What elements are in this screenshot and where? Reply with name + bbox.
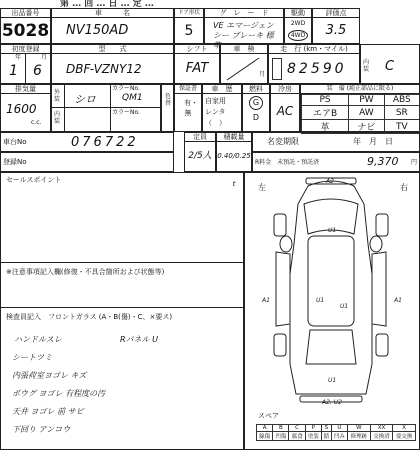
load-cell bbox=[216, 132, 252, 188]
drive-label: 駆動 bbox=[285, 9, 311, 18]
reg-no-label: 登録No bbox=[3, 158, 27, 166]
legend-meaning-a: 線傷 bbox=[257, 432, 273, 441]
legend-meaning-x: 要交換 bbox=[393, 432, 416, 441]
equip-leather: 革 bbox=[302, 120, 349, 134]
chassis-cell bbox=[0, 132, 174, 152]
warranty: 有・無 bbox=[184, 99, 198, 117]
exhibit-no: 5028 bbox=[1, 21, 50, 41]
note-line-5: 天井 ヨゴレ 前 サビ bbox=[12, 407, 84, 416]
right-label: 右 bbox=[400, 183, 408, 192]
capacity-label: 定員 bbox=[185, 133, 215, 142]
mark-left-front-door: A1 bbox=[262, 297, 270, 304]
legend-meaning-s: 錆 bbox=[321, 432, 331, 441]
car-name: NV150AD bbox=[66, 23, 129, 38]
shift: FAT bbox=[185, 61, 209, 76]
equip-abs: ABS bbox=[384, 95, 419, 106]
mark-center-1: U1 bbox=[316, 297, 325, 304]
color-change-label: 色替 bbox=[165, 93, 172, 107]
shift-cell bbox=[174, 44, 220, 84]
note-line-6: 下回り アンコウ bbox=[12, 425, 71, 434]
inner-label: 内装 bbox=[363, 59, 370, 73]
doors: 5 bbox=[184, 23, 194, 39]
exhibit-no-label: 出品番号 bbox=[1, 9, 50, 18]
mark-rear-bumper: A2, U2 bbox=[322, 399, 342, 404]
meihen-cell bbox=[252, 132, 420, 152]
equip-navi: ナビ bbox=[349, 120, 385, 134]
mileage-cell bbox=[268, 44, 360, 84]
score-label: 評価点 bbox=[313, 9, 359, 18]
ac-label: 冷房 bbox=[271, 85, 299, 94]
meihen-date: 年 月 日 bbox=[353, 137, 393, 146]
color-change-cell bbox=[161, 84, 174, 132]
first-reg-month: 6 bbox=[33, 63, 42, 79]
divider bbox=[0, 307, 244, 308]
history-label: 車 歴 bbox=[203, 85, 241, 94]
divider bbox=[25, 54, 26, 84]
grade: VE エマージェンシー ブレーキ 標 準 bbox=[213, 21, 274, 50]
year-label: 年 bbox=[15, 54, 22, 61]
history-other: （ ） bbox=[205, 119, 226, 127]
recycle-fee: 9,370 bbox=[367, 155, 399, 168]
ac-cell bbox=[270, 84, 300, 132]
equip-ps: PS bbox=[302, 95, 349, 106]
equip-cell bbox=[300, 84, 420, 132]
displacement-cell bbox=[0, 84, 51, 132]
color-no-label-2: カラーNo. bbox=[112, 109, 140, 116]
displacement-label: 排気量 bbox=[1, 85, 50, 94]
load: 0.40/0.25 t bbox=[217, 152, 251, 188]
left-label: 左 bbox=[258, 183, 266, 192]
color-no: QM1 bbox=[122, 93, 143, 103]
meihen-label: 名変期限 bbox=[267, 137, 299, 146]
yen-unit: 円 bbox=[411, 159, 418, 166]
shift-label: シフト bbox=[175, 45, 219, 54]
equip-label: 装 備 (純正部品に限る) bbox=[301, 85, 419, 94]
warranty-cell bbox=[174, 84, 202, 132]
color-cell bbox=[51, 84, 161, 132]
chassis-no: 076722 bbox=[71, 135, 139, 150]
note-line-2: シートツミ bbox=[12, 353, 52, 362]
equip-aw: AW bbox=[349, 106, 385, 120]
legend-code-c: C bbox=[289, 425, 305, 432]
inspection-cell bbox=[220, 44, 268, 84]
month-label: 月 bbox=[41, 54, 48, 61]
drive-cell bbox=[284, 8, 312, 44]
legend-code-u: U bbox=[331, 425, 347, 432]
doors-cell bbox=[174, 8, 204, 44]
divider bbox=[64, 85, 65, 131]
note-line-3: 内張荷室ヨゴレ キズ bbox=[12, 371, 87, 380]
car-name-label: 車 名 bbox=[52, 9, 173, 18]
equip-table bbox=[301, 94, 420, 134]
equip-pw: PW bbox=[349, 95, 385, 106]
legend-table bbox=[256, 424, 416, 441]
note-line-1: ハンドルスレ bbox=[14, 335, 62, 344]
color-no-label: カラーNo. bbox=[112, 85, 140, 92]
history-private: 自家用 bbox=[205, 97, 226, 105]
color-int-label: 内装 bbox=[54, 111, 61, 125]
color-ext-label: 外装 bbox=[54, 89, 61, 103]
top-banner: 第 … 回 … 日 … 定 … bbox=[60, 0, 154, 9]
load-label: 積載量 bbox=[217, 133, 251, 142]
history-rental: レンタ bbox=[205, 108, 226, 116]
warranty-label: 保証書 bbox=[175, 85, 201, 94]
spare-label: スペア bbox=[258, 412, 279, 420]
model-cell bbox=[51, 44, 174, 84]
capacity-cell bbox=[184, 132, 216, 172]
mileage-label: 走 行 (km・マイル) bbox=[269, 45, 359, 54]
car-name-cell bbox=[51, 8, 174, 44]
legend-code-a: A bbox=[257, 425, 273, 432]
legend-meaning-b: 凹傷 bbox=[273, 432, 289, 441]
history-cell bbox=[202, 84, 242, 132]
displacement: 1600 bbox=[6, 102, 37, 116]
legend-code-w: W bbox=[348, 425, 371, 432]
divider bbox=[0, 262, 244, 263]
mark-roof: U1 bbox=[328, 227, 337, 234]
score: 3.5 bbox=[325, 23, 347, 38]
note-line-4: ボウグ ヨゴレ 有程度の汚 bbox=[12, 389, 106, 398]
slash-mark bbox=[221, 54, 267, 84]
drive-4wd: 4WD bbox=[288, 30, 308, 41]
legend-meaning-c: 腐食 bbox=[289, 432, 305, 441]
score-cell bbox=[312, 8, 360, 44]
recycle-cell bbox=[252, 152, 420, 172]
legend-code-s: S bbox=[321, 425, 331, 432]
sales-point-label: セールスポイント bbox=[6, 176, 62, 184]
first-reg-label: 初度登録 bbox=[1, 45, 50, 54]
equip-airbag: エアB bbox=[302, 106, 349, 120]
grade-label: グ レ ー ド bbox=[205, 9, 283, 18]
legend-meaning-u: 凹み bbox=[331, 432, 347, 441]
legend-code-p: P bbox=[305, 425, 321, 432]
legend-meaning-p: 塗装 bbox=[305, 432, 321, 441]
legend-code-x: X bbox=[393, 425, 416, 432]
mark-rear: U1 bbox=[328, 377, 337, 384]
cc-unit: c.c. bbox=[31, 119, 42, 126]
notes-label: ※注意事項記入欄(修復・不具合箇所および状態等) bbox=[6, 268, 165, 276]
legend-meaning-w: 修理跡 bbox=[348, 432, 371, 441]
chassis-label: 車台No bbox=[3, 138, 27, 146]
equip-tv: TV bbox=[384, 120, 419, 134]
mark-center-2: U1 bbox=[340, 303, 349, 310]
fuel-cell bbox=[242, 84, 270, 132]
month-label: 月 bbox=[259, 71, 266, 78]
fuel-label: 燃料 bbox=[243, 85, 269, 94]
legend-code-xx: XX bbox=[370, 425, 393, 432]
equip-sr: SR bbox=[384, 106, 419, 120]
model-label: 型 式 bbox=[52, 45, 173, 54]
inspection-label: 車 検 bbox=[221, 45, 267, 54]
fuel: G bbox=[249, 96, 263, 110]
reg-no-cell bbox=[0, 152, 174, 172]
mileage-box bbox=[272, 58, 282, 80]
inner-score: C bbox=[385, 59, 395, 74]
divider bbox=[52, 107, 160, 108]
ac: AC bbox=[276, 104, 294, 118]
car-diagram bbox=[256, 174, 406, 404]
legend-code-b: B bbox=[273, 425, 289, 432]
doors-label: ドア形状 bbox=[175, 9, 203, 18]
legend-meaning-xx: 交換済 bbox=[370, 432, 393, 441]
mark-front: A2 bbox=[326, 178, 334, 185]
mark-left-rear-door: A1 bbox=[394, 297, 402, 304]
capacity: 2/5人 bbox=[188, 151, 212, 161]
divider bbox=[110, 85, 111, 131]
inner-cell bbox=[360, 44, 420, 84]
fuel-d: D bbox=[252, 113, 260, 122]
exhibit-no-cell bbox=[0, 8, 51, 44]
note-right: Rパネル U bbox=[120, 335, 158, 344]
drive-2wd: 2WD bbox=[290, 20, 306, 27]
mileage: 82590 bbox=[287, 61, 347, 77]
first-reg-cell bbox=[0, 44, 51, 84]
recycle-label: R料金 未預託・預託済 bbox=[255, 159, 320, 166]
inspector-label: 検査員記入 フロントガラス (A・B(傷)・C、×要ス) bbox=[6, 313, 173, 321]
color: シロ bbox=[74, 93, 96, 106]
first-reg-year: 1 bbox=[9, 63, 18, 79]
model: DBF-VZNY12 bbox=[66, 62, 142, 76]
